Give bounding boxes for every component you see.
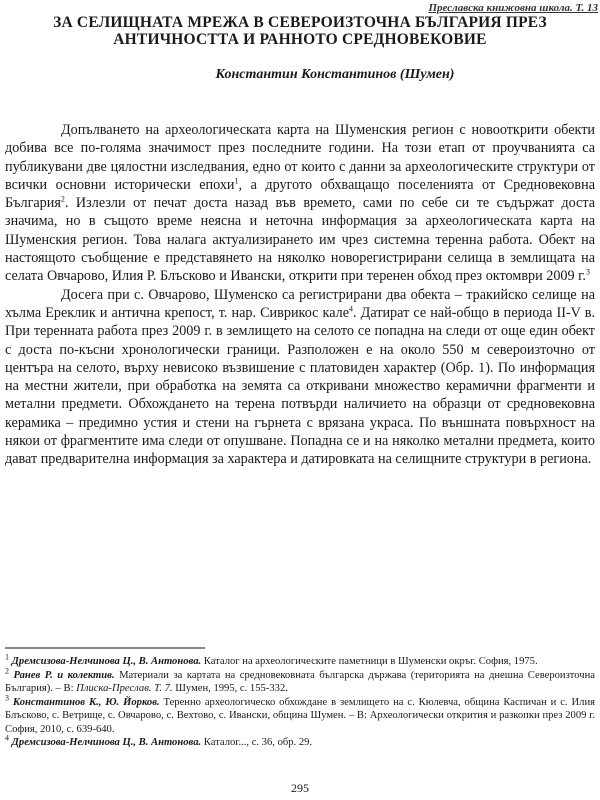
footnote-author: Ранев Р. и колектив. [13, 669, 115, 681]
footnote-text: Шумен, 1995, с. 155-332. [172, 683, 288, 694]
paragraph-1 [5, 121, 595, 286]
author-byline: Константин Константинов (Шумен) [215, 67, 455, 82]
footnote-text: Материали за картата на средновековната българска държава (територията на днешна Североизточна България). – В: [5, 669, 595, 694]
footnote-author: Константинов К., Ю. Йорков. [12, 696, 160, 708]
footnote-number: 4 [5, 733, 9, 743]
footnote-ref-4[interactable]: 4 [349, 304, 354, 314]
footnote-text: Теренно археологическо обхождане в землището на с. Кюлевча, община Каспичан и с. Илия Блъсково, с. Ветрище, с. Овчарово, с. Вехтово, с. Ивански, община Шумен. – В: Археологически открития и разкопки през 2009 г. София, 2010, с. 639-640. [5, 696, 595, 735]
footnote-ref-1[interactable]: 1 [234, 176, 239, 186]
footnote-text: Каталог на археологическите паметници в Шуменски окръг. София, 1975. [201, 656, 538, 667]
footnote-author: Дремсизова-Нелчинова Ц., В. Антонова. [11, 656, 202, 667]
running-head: Преславска книжовна школа. Т. 13 [428, 2, 598, 14]
text: Допълването на археологическата карта на Шуменския регион с новооткрити обекти добива все по-голяма значимост през последните години. На този етап от проучванията са публикувани две цялостни изследвания, едно от които с данни за археологическите структури от всички основни исторически епохи [5, 122, 595, 193]
footnote-source-title: Плиска-Преслав. Т. 7. [76, 683, 173, 694]
title-line-2: АНТИЧНОСТТА И РАННОТО СРЕДНОВЕКОВИЕ [113, 31, 487, 48]
footnote-ref-3[interactable]: 3 [585, 267, 590, 277]
text: Досега при с. Овчарово, Шуменско са регистрирани два обекта – тракийско селище на хълма Ереклик и антична крепост, т. нар. Сиврикос кале [5, 286, 595, 321]
footnote-2 [5, 665, 595, 696]
text: , а другото обхващащо поселенията от Средновековна България [5, 176, 595, 212]
text: . Излезли от печат доста назад във времето, сами по себе си те съдържат доста значима, но в същото време неясна и неточна информация за археологическата карта на Шуменския регион. Това налага актуализирането им чрез системна теренна работа. Обект на настоящото съобщение е представянето на няколко новорегистрирани селища в землищата на селата Овчарово, Илия Р. Блъсково и Ивански, открити при теренен обход през октомври 2009 г. [5, 195, 595, 285]
article-title [0, 14, 600, 48]
footnote-4 [5, 733, 595, 750]
footnote-author: Дремсизова-Нелчинова Ц., В. Антонова. [11, 737, 202, 748]
footnotes [5, 652, 595, 750]
page-number: 295 [291, 781, 309, 795]
footnote-1 [5, 652, 595, 669]
text: . Датират се най-общо в периода II-V в. При теренната работа през 2009 г. в землището на селото се попадна на следи от още един обект с доста по-късни хронологически граници. Разположен е на около 550 м североизточно от центъра на селото, върху невисоко възвишение с платовиден характер (Обр. 1). По информация на местни жители, при обработка на земята са откривани множество керамични фрагменти и метални предмети. Обхождането на терена потвърди наличието на образци от средновековна керамика – предимно устия и стени на гърнета с врязана украса. По външната повърхност на някои от фрагментите има следи от опушване. Попадна се и на няколко метални предмета, които дават предварителна информация за характера и датировката на селищните структури в региона. [5, 304, 595, 468]
footnote-3 [5, 692, 595, 737]
paragraph-2 [5, 286, 595, 469]
article-body [5, 121, 595, 469]
title-line-1: ЗА СЕЛИЩНАТА МРЕЖА В СЕВЕРОИЗТОЧНА БЪЛГАРИЯ ПРЕЗ [53, 14, 547, 31]
footnote-number: 3 [5, 692, 9, 702]
footnote-number: 2 [5, 665, 9, 675]
footnote-number: 1 [5, 652, 9, 662]
footnote-ref-2[interactable]: 2 [60, 194, 65, 204]
footnote-divider [5, 647, 205, 649]
footnote-text: Каталог..., с. 36, обр. 29. [201, 737, 313, 748]
